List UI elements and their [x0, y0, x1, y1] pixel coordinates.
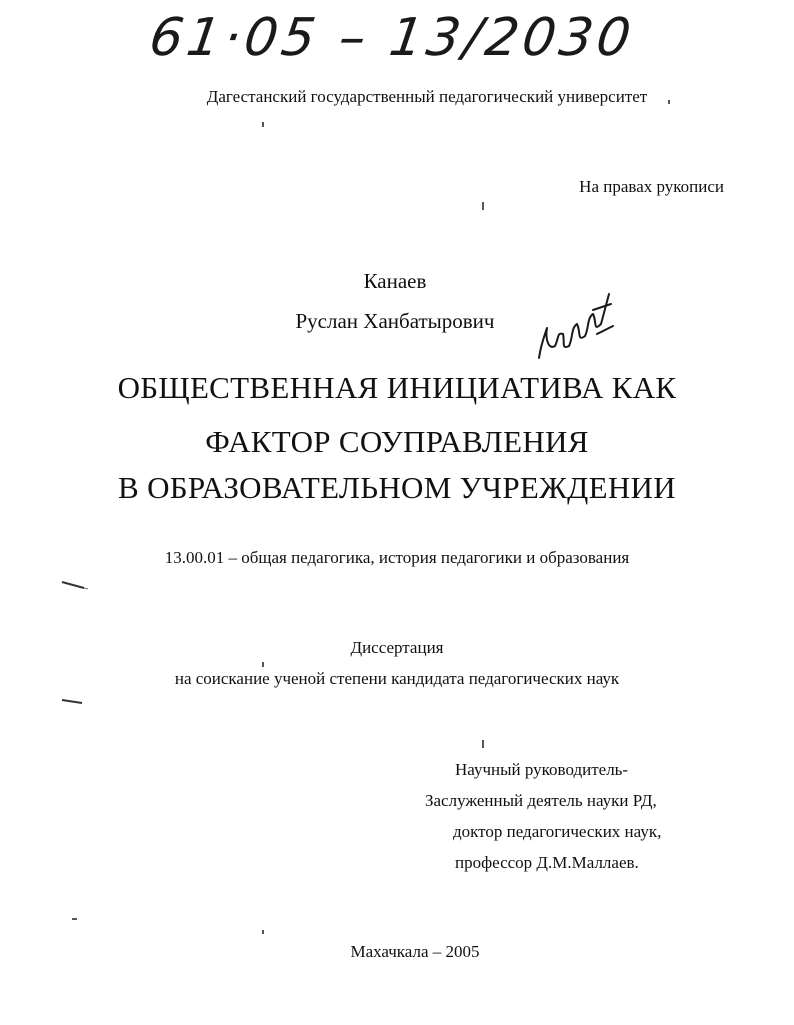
scan-speck	[482, 740, 484, 748]
city-and-year: Махачкала – 2005	[350, 942, 480, 961]
scan-speck	[72, 918, 77, 920]
scan-speck	[668, 100, 670, 104]
degree-sought: на соискание ученой степени кандидата педагогических наук	[174, 669, 620, 688]
scan-speck	[262, 930, 264, 934]
author-signature	[535, 288, 615, 368]
supervisor-line-2: Заслуженный деятель науки РД,	[425, 791, 657, 810]
author-given-names: Руслан Ханбатырович	[295, 309, 495, 333]
rights-notice: На правах рукописи	[579, 177, 724, 196]
scan-speck	[262, 662, 264, 667]
dissertation-title-line-1: ОБЩЕСТВЕННАЯ ИНИЦИАТИВА КАК	[117, 370, 677, 405]
scan-mark	[60, 578, 90, 592]
dissertation-title-line-2: ФАКТОР СОУПРАВЛЕНИЯ	[205, 424, 589, 459]
scan-speck	[262, 122, 264, 127]
supervisor-line-1: Научный руководитель-	[455, 760, 629, 779]
specialty-code: 13.00.01 – общая педагогика, история педагогики и образования	[164, 548, 630, 567]
university-name: Дагестанский государственный педагогический университет	[206, 87, 648, 106]
author-surname: Канаев	[363, 269, 427, 293]
archive-number-handwritten: 61·05 – 13/2030	[145, 8, 639, 68]
document-type: Диссертация	[350, 638, 444, 657]
dissertation-title-line-3: В ОБРАЗОВАТЕЛЬНОМ УЧРЕЖДЕНИИ	[118, 470, 676, 505]
scan-mark	[60, 694, 90, 708]
supervisor-line-4: профессор Д.М.Маллаев.	[455, 853, 639, 872]
scan-speck	[482, 202, 484, 210]
supervisor-line-3: доктор педагогических наук,	[453, 822, 662, 841]
